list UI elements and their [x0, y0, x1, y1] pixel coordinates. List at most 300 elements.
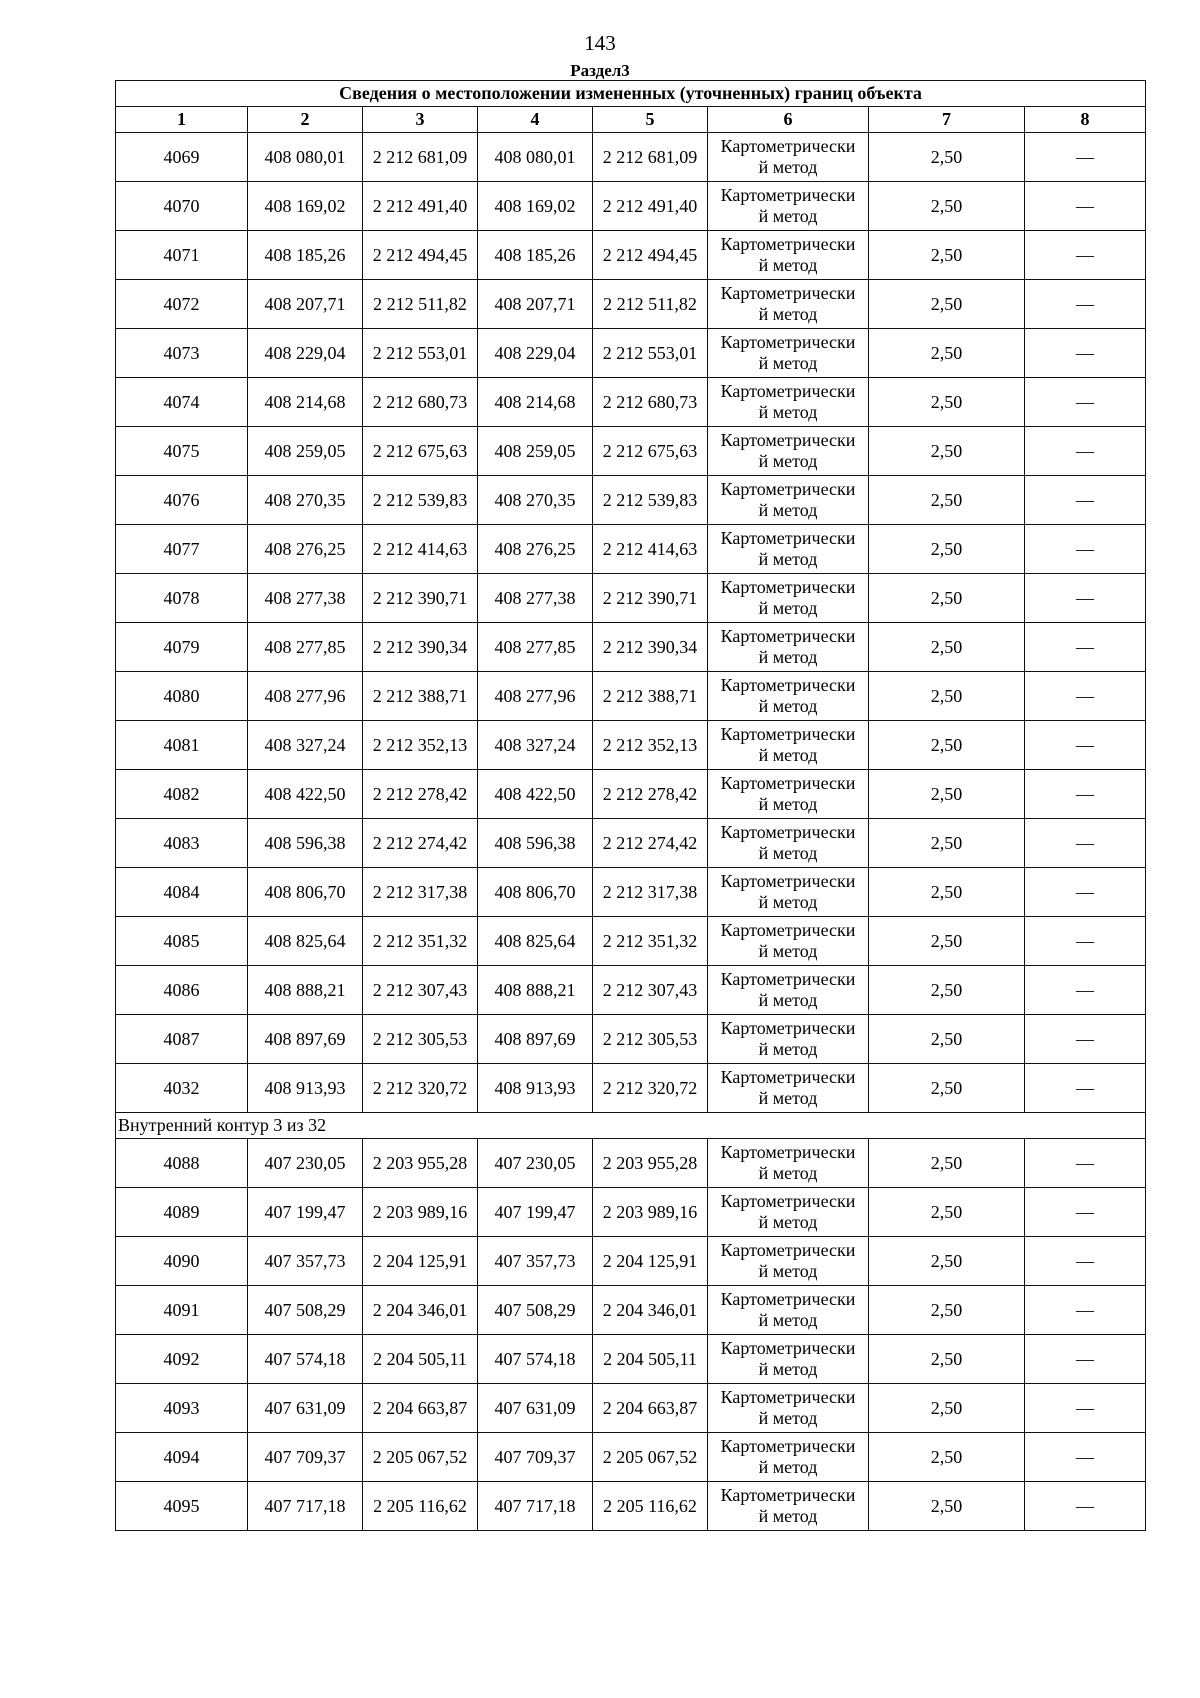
refined-y-cell: 2 212 278,42 [593, 770, 708, 819]
method-line: й метод [758, 206, 818, 226]
refined-x-cell: 408 825,64 [478, 917, 593, 966]
accuracy-cell: 2,50 [869, 1482, 1025, 1531]
refined-y-cell: 2 204 505,11 [593, 1335, 708, 1384]
accuracy-cell: 2,50 [869, 1188, 1025, 1237]
point-number-cell: 4091 [116, 1286, 248, 1335]
method-cell [708, 1286, 869, 1335]
refined-x-cell: 408 277,96 [478, 672, 593, 721]
refined-y-cell: 2 212 491,40 [593, 182, 708, 231]
point-number-cell: 4084 [116, 868, 248, 917]
refined-x-cell: 407 199,47 [478, 1188, 593, 1237]
existing-y-cell: 2 212 388,71 [363, 672, 478, 721]
refined-y-cell: 2 212 388,71 [593, 672, 708, 721]
section-title: Раздел3 [570, 61, 630, 80]
method-line: Картометрически [720, 822, 856, 842]
existing-x-cell: 407 631,09 [248, 1384, 363, 1433]
method-line: й метод [758, 1506, 818, 1526]
table-caption-row [116, 81, 1146, 107]
method-line: й метод [758, 451, 818, 471]
method-line: Картометрически [720, 1387, 856, 1407]
existing-y-cell: 2 212 274,42 [363, 819, 478, 868]
existing-x-cell: 408 185,26 [248, 231, 363, 280]
method-cell [708, 1064, 869, 1113]
method-line: Картометрически [720, 1240, 856, 1260]
table-row [116, 1237, 1146, 1286]
refined-y-cell: 2 212 494,45 [593, 231, 708, 280]
note-cell: — [1025, 1286, 1146, 1335]
method-cell [708, 1433, 869, 1482]
table-row [116, 1482, 1146, 1531]
method-cell [708, 329, 869, 378]
refined-x-cell: 408 596,38 [478, 819, 593, 868]
note-cell: — [1025, 1015, 1146, 1064]
refined-y-cell: 2 212 680,73 [593, 378, 708, 427]
existing-x-cell: 407 357,73 [248, 1237, 363, 1286]
method-cell [708, 966, 869, 1015]
refined-x-cell: 407 357,73 [478, 1237, 593, 1286]
method-cell [708, 1139, 869, 1188]
column-number: 5 [593, 107, 708, 133]
point-number-cell: 4089 [116, 1188, 248, 1237]
existing-y-cell: 2 204 125,91 [363, 1237, 478, 1286]
refined-y-cell: 2 212 553,01 [593, 329, 708, 378]
note-cell: — [1025, 1139, 1146, 1188]
existing-x-cell: 408 327,24 [248, 721, 363, 770]
accuracy-cell: 2,50 [869, 231, 1025, 280]
method-line: й метод [758, 1039, 818, 1059]
point-number-cell: 4070 [116, 182, 248, 231]
column-number-row [116, 107, 1146, 133]
existing-x-cell: 407 230,05 [248, 1139, 363, 1188]
note-cell: — [1025, 672, 1146, 721]
refined-x-cell: 408 259,05 [478, 427, 593, 476]
existing-y-cell: 2 212 390,34 [363, 623, 478, 672]
accuracy-cell: 2,50 [869, 1139, 1025, 1188]
note-cell: — [1025, 966, 1146, 1015]
note-cell: — [1025, 770, 1146, 819]
existing-x-cell: 408 422,50 [248, 770, 363, 819]
method-line: Картометрически [720, 283, 856, 303]
table-row [116, 672, 1146, 721]
note-cell: — [1025, 133, 1146, 182]
point-number-cell: 4090 [116, 1237, 248, 1286]
existing-y-cell: 2 212 681,09 [363, 133, 478, 182]
note-cell: — [1025, 378, 1146, 427]
existing-x-cell: 408 207,71 [248, 280, 363, 329]
accuracy-cell: 2,50 [869, 1286, 1025, 1335]
method-line: й метод [758, 1163, 818, 1183]
method-cell [708, 623, 869, 672]
point-number-cell: 4094 [116, 1433, 248, 1482]
point-number-cell: 4083 [116, 819, 248, 868]
note-cell: — [1025, 182, 1146, 231]
existing-x-cell: 408 277,85 [248, 623, 363, 672]
method-line: й метод [758, 1261, 818, 1281]
refined-y-cell: 2 212 539,83 [593, 476, 708, 525]
refined-x-cell: 408 277,85 [478, 623, 593, 672]
table-row [116, 868, 1146, 917]
existing-y-cell: 2 203 989,16 [363, 1188, 478, 1237]
existing-y-cell: 2 205 067,52 [363, 1433, 478, 1482]
method-line: Картометрически [720, 920, 856, 940]
note-cell: — [1025, 819, 1146, 868]
refined-y-cell: 2 204 663,87 [593, 1384, 708, 1433]
method-line: Картометрически [720, 479, 856, 499]
note-cell: — [1025, 427, 1146, 476]
method-cell [708, 133, 869, 182]
existing-y-cell: 2 212 539,83 [363, 476, 478, 525]
accuracy-cell: 2,50 [869, 917, 1025, 966]
existing-x-cell: 408 825,64 [248, 917, 363, 966]
table-row [116, 476, 1146, 525]
method-cell [708, 917, 869, 966]
accuracy-cell: 2,50 [869, 623, 1025, 672]
refined-x-cell: 408 806,70 [478, 868, 593, 917]
refined-y-cell: 2 203 989,16 [593, 1188, 708, 1237]
refined-y-cell: 2 212 317,38 [593, 868, 708, 917]
accuracy-cell: 2,50 [869, 280, 1025, 329]
existing-x-cell: 407 199,47 [248, 1188, 363, 1237]
refined-y-cell: 2 212 511,82 [593, 280, 708, 329]
existing-x-cell: 408 888,21 [248, 966, 363, 1015]
method-line: Картометрически [720, 1142, 856, 1162]
table-row [116, 427, 1146, 476]
refined-x-cell: 407 717,18 [478, 1482, 593, 1531]
point-number-cell: 4086 [116, 966, 248, 1015]
method-line: Картометрически [720, 1338, 856, 1358]
refined-x-cell: 408 888,21 [478, 966, 593, 1015]
refined-x-cell: 407 508,29 [478, 1286, 593, 1335]
refined-y-cell: 2 212 675,63 [593, 427, 708, 476]
column-number: 2 [248, 107, 363, 133]
refined-y-cell: 2 203 955,28 [593, 1139, 708, 1188]
existing-y-cell: 2 212 491,40 [363, 182, 478, 231]
method-line: й метод [758, 794, 818, 814]
refined-x-cell: 408 207,71 [478, 280, 593, 329]
existing-y-cell: 2 212 278,42 [363, 770, 478, 819]
method-line: й метод [758, 353, 818, 373]
point-number-cell: 4078 [116, 574, 248, 623]
method-cell [708, 1237, 869, 1286]
point-number-cell: 4074 [116, 378, 248, 427]
method-line: й метод [758, 892, 818, 912]
column-number: 3 [363, 107, 478, 133]
method-cell [708, 427, 869, 476]
column-number: 1 [116, 107, 248, 133]
contour-row [116, 1113, 1146, 1139]
method-line: Картометрически [720, 724, 856, 744]
existing-x-cell: 408 259,05 [248, 427, 363, 476]
refined-y-cell: 2 212 390,71 [593, 574, 708, 623]
accuracy-cell: 2,50 [869, 427, 1025, 476]
note-cell: — [1025, 917, 1146, 966]
table-row [116, 133, 1146, 182]
existing-x-cell: 408 276,25 [248, 525, 363, 574]
note-cell: — [1025, 1384, 1146, 1433]
existing-x-cell: 407 709,37 [248, 1433, 363, 1482]
method-line: Картометрически [720, 185, 856, 205]
refined-x-cell: 408 080,01 [478, 133, 593, 182]
table-row [116, 770, 1146, 819]
accuracy-cell: 2,50 [869, 1433, 1025, 1482]
existing-y-cell: 2 212 351,32 [363, 917, 478, 966]
refined-x-cell: 408 327,24 [478, 721, 593, 770]
existing-y-cell: 2 212 317,38 [363, 868, 478, 917]
refined-x-cell: 408 422,50 [478, 770, 593, 819]
existing-x-cell: 408 270,35 [248, 476, 363, 525]
method-line: й метод [758, 843, 818, 863]
accuracy-cell: 2,50 [869, 1237, 1025, 1286]
accuracy-cell: 2,50 [869, 476, 1025, 525]
point-number-cell: 4073 [116, 329, 248, 378]
method-line: й метод [758, 696, 818, 716]
table-row [116, 329, 1146, 378]
column-number: 6 [708, 107, 869, 133]
table-row [116, 182, 1146, 231]
existing-y-cell: 2 203 955,28 [363, 1139, 478, 1188]
point-number-cell: 4071 [116, 231, 248, 280]
table-row [116, 1433, 1146, 1482]
note-cell: — [1025, 623, 1146, 672]
existing-y-cell: 2 212 414,63 [363, 525, 478, 574]
existing-x-cell: 407 508,29 [248, 1286, 363, 1335]
accuracy-cell: 2,50 [869, 770, 1025, 819]
table-row [116, 1188, 1146, 1237]
refined-y-cell: 2 212 274,42 [593, 819, 708, 868]
refined-x-cell: 407 230,05 [478, 1139, 593, 1188]
refined-y-cell: 2 212 305,53 [593, 1015, 708, 1064]
method-line: Картометрически [720, 675, 856, 695]
note-cell: — [1025, 574, 1146, 623]
method-line: й метод [758, 1457, 818, 1477]
existing-x-cell: 408 169,02 [248, 182, 363, 231]
note-cell: — [1025, 1064, 1146, 1113]
method-line: Картометрически [720, 430, 856, 450]
note-cell: — [1025, 329, 1146, 378]
method-line: Картометрически [720, 1191, 856, 1211]
method-line: Картометрически [720, 136, 856, 156]
existing-y-cell: 2 212 320,72 [363, 1064, 478, 1113]
table-body [116, 81, 1146, 1531]
existing-y-cell: 2 212 680,73 [363, 378, 478, 427]
method-line: й метод [758, 1310, 818, 1330]
refined-x-cell: 408 913,93 [478, 1064, 593, 1113]
method-line: й метод [758, 941, 818, 961]
method-line: й метод [758, 304, 818, 324]
table-row [116, 966, 1146, 1015]
method-cell [708, 721, 869, 770]
point-number-cell: 4082 [116, 770, 248, 819]
accuracy-cell: 2,50 [869, 1335, 1025, 1384]
existing-x-cell: 408 080,01 [248, 133, 363, 182]
method-cell [708, 231, 869, 280]
refined-x-cell: 408 270,35 [478, 476, 593, 525]
point-number-cell: 4093 [116, 1384, 248, 1433]
accuracy-cell: 2,50 [869, 378, 1025, 427]
table-row [116, 574, 1146, 623]
existing-x-cell: 408 913,93 [248, 1064, 363, 1113]
point-number-cell: 4077 [116, 525, 248, 574]
column-number: 7 [869, 107, 1025, 133]
method-line: й метод [758, 1088, 818, 1108]
refined-x-cell: 408 276,25 [478, 525, 593, 574]
point-number-cell: 4085 [116, 917, 248, 966]
refined-y-cell: 2 212 351,32 [593, 917, 708, 966]
refined-x-cell: 408 229,04 [478, 329, 593, 378]
accuracy-cell: 2,50 [869, 525, 1025, 574]
refined-y-cell: 2 212 320,72 [593, 1064, 708, 1113]
existing-x-cell: 408 277,38 [248, 574, 363, 623]
note-cell: — [1025, 280, 1146, 329]
method-line: й метод [758, 500, 818, 520]
point-number-cell: 4076 [116, 476, 248, 525]
point-number-cell: 4072 [116, 280, 248, 329]
accuracy-cell: 2,50 [869, 574, 1025, 623]
point-number-cell: 4092 [116, 1335, 248, 1384]
refined-x-cell: 408 897,69 [478, 1015, 593, 1064]
method-cell [708, 1482, 869, 1531]
table-row [116, 1335, 1146, 1384]
accuracy-cell: 2,50 [869, 1384, 1025, 1433]
refined-y-cell: 2 212 352,13 [593, 721, 708, 770]
table-row [116, 1384, 1146, 1433]
accuracy-cell: 2,50 [869, 672, 1025, 721]
existing-y-cell: 2 212 307,43 [363, 966, 478, 1015]
note-cell: — [1025, 476, 1146, 525]
note-cell: — [1025, 1433, 1146, 1482]
note-cell: — [1025, 1335, 1146, 1384]
refined-y-cell: 2 205 116,62 [593, 1482, 708, 1531]
method-cell [708, 1384, 869, 1433]
note-cell: — [1025, 525, 1146, 574]
page-number: 143 [584, 31, 616, 55]
method-cell [708, 819, 869, 868]
point-number-cell: 4069 [116, 133, 248, 182]
table-row [116, 231, 1146, 280]
refined-y-cell: 2 212 414,63 [593, 525, 708, 574]
existing-y-cell: 2 212 511,82 [363, 280, 478, 329]
table-row [116, 280, 1146, 329]
method-line: й метод [758, 157, 818, 177]
point-number-cell: 4081 [116, 721, 248, 770]
method-line: Картометрически [720, 1018, 856, 1038]
existing-y-cell: 2 212 305,53 [363, 1015, 478, 1064]
existing-x-cell: 408 806,70 [248, 868, 363, 917]
refined-x-cell: 407 631,09 [478, 1384, 593, 1433]
point-number-cell: 4087 [116, 1015, 248, 1064]
note-cell: — [1025, 231, 1146, 280]
existing-y-cell: 2 212 494,45 [363, 231, 478, 280]
point-number-cell: 4080 [116, 672, 248, 721]
method-line: Картометрически [720, 381, 856, 401]
method-line: й метод [758, 255, 818, 275]
method-cell [708, 525, 869, 574]
method-cell [708, 1188, 869, 1237]
method-line: Картометрически [720, 1067, 856, 1087]
accuracy-cell: 2,50 [869, 329, 1025, 378]
method-line: Картометрически [720, 332, 856, 352]
table-row [116, 623, 1146, 672]
method-cell [708, 1015, 869, 1064]
existing-x-cell: 407 574,18 [248, 1335, 363, 1384]
table-row [116, 1064, 1146, 1113]
refined-x-cell: 407 574,18 [478, 1335, 593, 1384]
refined-y-cell: 2 205 067,52 [593, 1433, 708, 1482]
table-row [116, 378, 1146, 427]
point-number-cell: 4075 [116, 427, 248, 476]
refined-x-cell: 407 709,37 [478, 1433, 593, 1482]
existing-y-cell: 2 204 663,87 [363, 1384, 478, 1433]
point-number-cell: 4088 [116, 1139, 248, 1188]
existing-x-cell: 408 229,04 [248, 329, 363, 378]
existing-y-cell: 2 212 390,71 [363, 574, 478, 623]
existing-y-cell: 2 205 116,62 [363, 1482, 478, 1531]
existing-x-cell: 408 277,96 [248, 672, 363, 721]
method-cell [708, 672, 869, 721]
method-line: й метод [758, 647, 818, 667]
point-number-cell: 4032 [116, 1064, 248, 1113]
refined-y-cell: 2 212 390,34 [593, 623, 708, 672]
note-cell: — [1025, 1188, 1146, 1237]
method-line: Картометрически [720, 969, 856, 989]
method-cell [708, 574, 869, 623]
existing-y-cell: 2 204 505,11 [363, 1335, 478, 1384]
note-cell: — [1025, 1482, 1146, 1531]
refined-y-cell: 2 204 125,91 [593, 1237, 708, 1286]
accuracy-cell: 2,50 [869, 1015, 1025, 1064]
table-row [116, 819, 1146, 868]
method-line: Картометрически [720, 1485, 856, 1505]
method-line: Картометрически [720, 1289, 856, 1309]
method-cell [708, 1335, 869, 1384]
method-cell [708, 378, 869, 427]
method-line: й метод [758, 990, 818, 1010]
method-cell [708, 182, 869, 231]
method-line: Картометрически [720, 528, 856, 548]
note-cell: — [1025, 868, 1146, 917]
table-row [116, 917, 1146, 966]
accuracy-cell: 2,50 [869, 1064, 1025, 1113]
refined-y-cell: 2 212 307,43 [593, 966, 708, 1015]
method-line: Картометрически [720, 1436, 856, 1456]
method-cell [708, 770, 869, 819]
existing-x-cell: 408 214,68 [248, 378, 363, 427]
existing-y-cell: 2 212 352,13 [363, 721, 478, 770]
table-row [116, 1015, 1146, 1064]
point-number-cell: 4079 [116, 623, 248, 672]
table-row [116, 721, 1146, 770]
method-line: й метод [758, 549, 818, 569]
refined-x-cell: 408 214,68 [478, 378, 593, 427]
method-cell [708, 868, 869, 917]
method-line: й метод [758, 1359, 818, 1379]
refined-x-cell: 408 277,38 [478, 574, 593, 623]
table-row [116, 525, 1146, 574]
method-line: Картометрически [720, 577, 856, 597]
existing-x-cell: 408 897,69 [248, 1015, 363, 1064]
existing-x-cell: 408 596,38 [248, 819, 363, 868]
accuracy-cell: 2,50 [869, 182, 1025, 231]
accuracy-cell: 2,50 [869, 868, 1025, 917]
table-row [116, 1139, 1146, 1188]
column-number: 4 [478, 107, 593, 133]
method-line: Картометрически [720, 626, 856, 646]
method-line: й метод [758, 402, 818, 422]
method-line: Картометрически [720, 773, 856, 793]
column-number: 8 [1025, 107, 1146, 133]
existing-y-cell: 2 212 675,63 [363, 427, 478, 476]
refined-y-cell: 2 212 681,09 [593, 133, 708, 182]
